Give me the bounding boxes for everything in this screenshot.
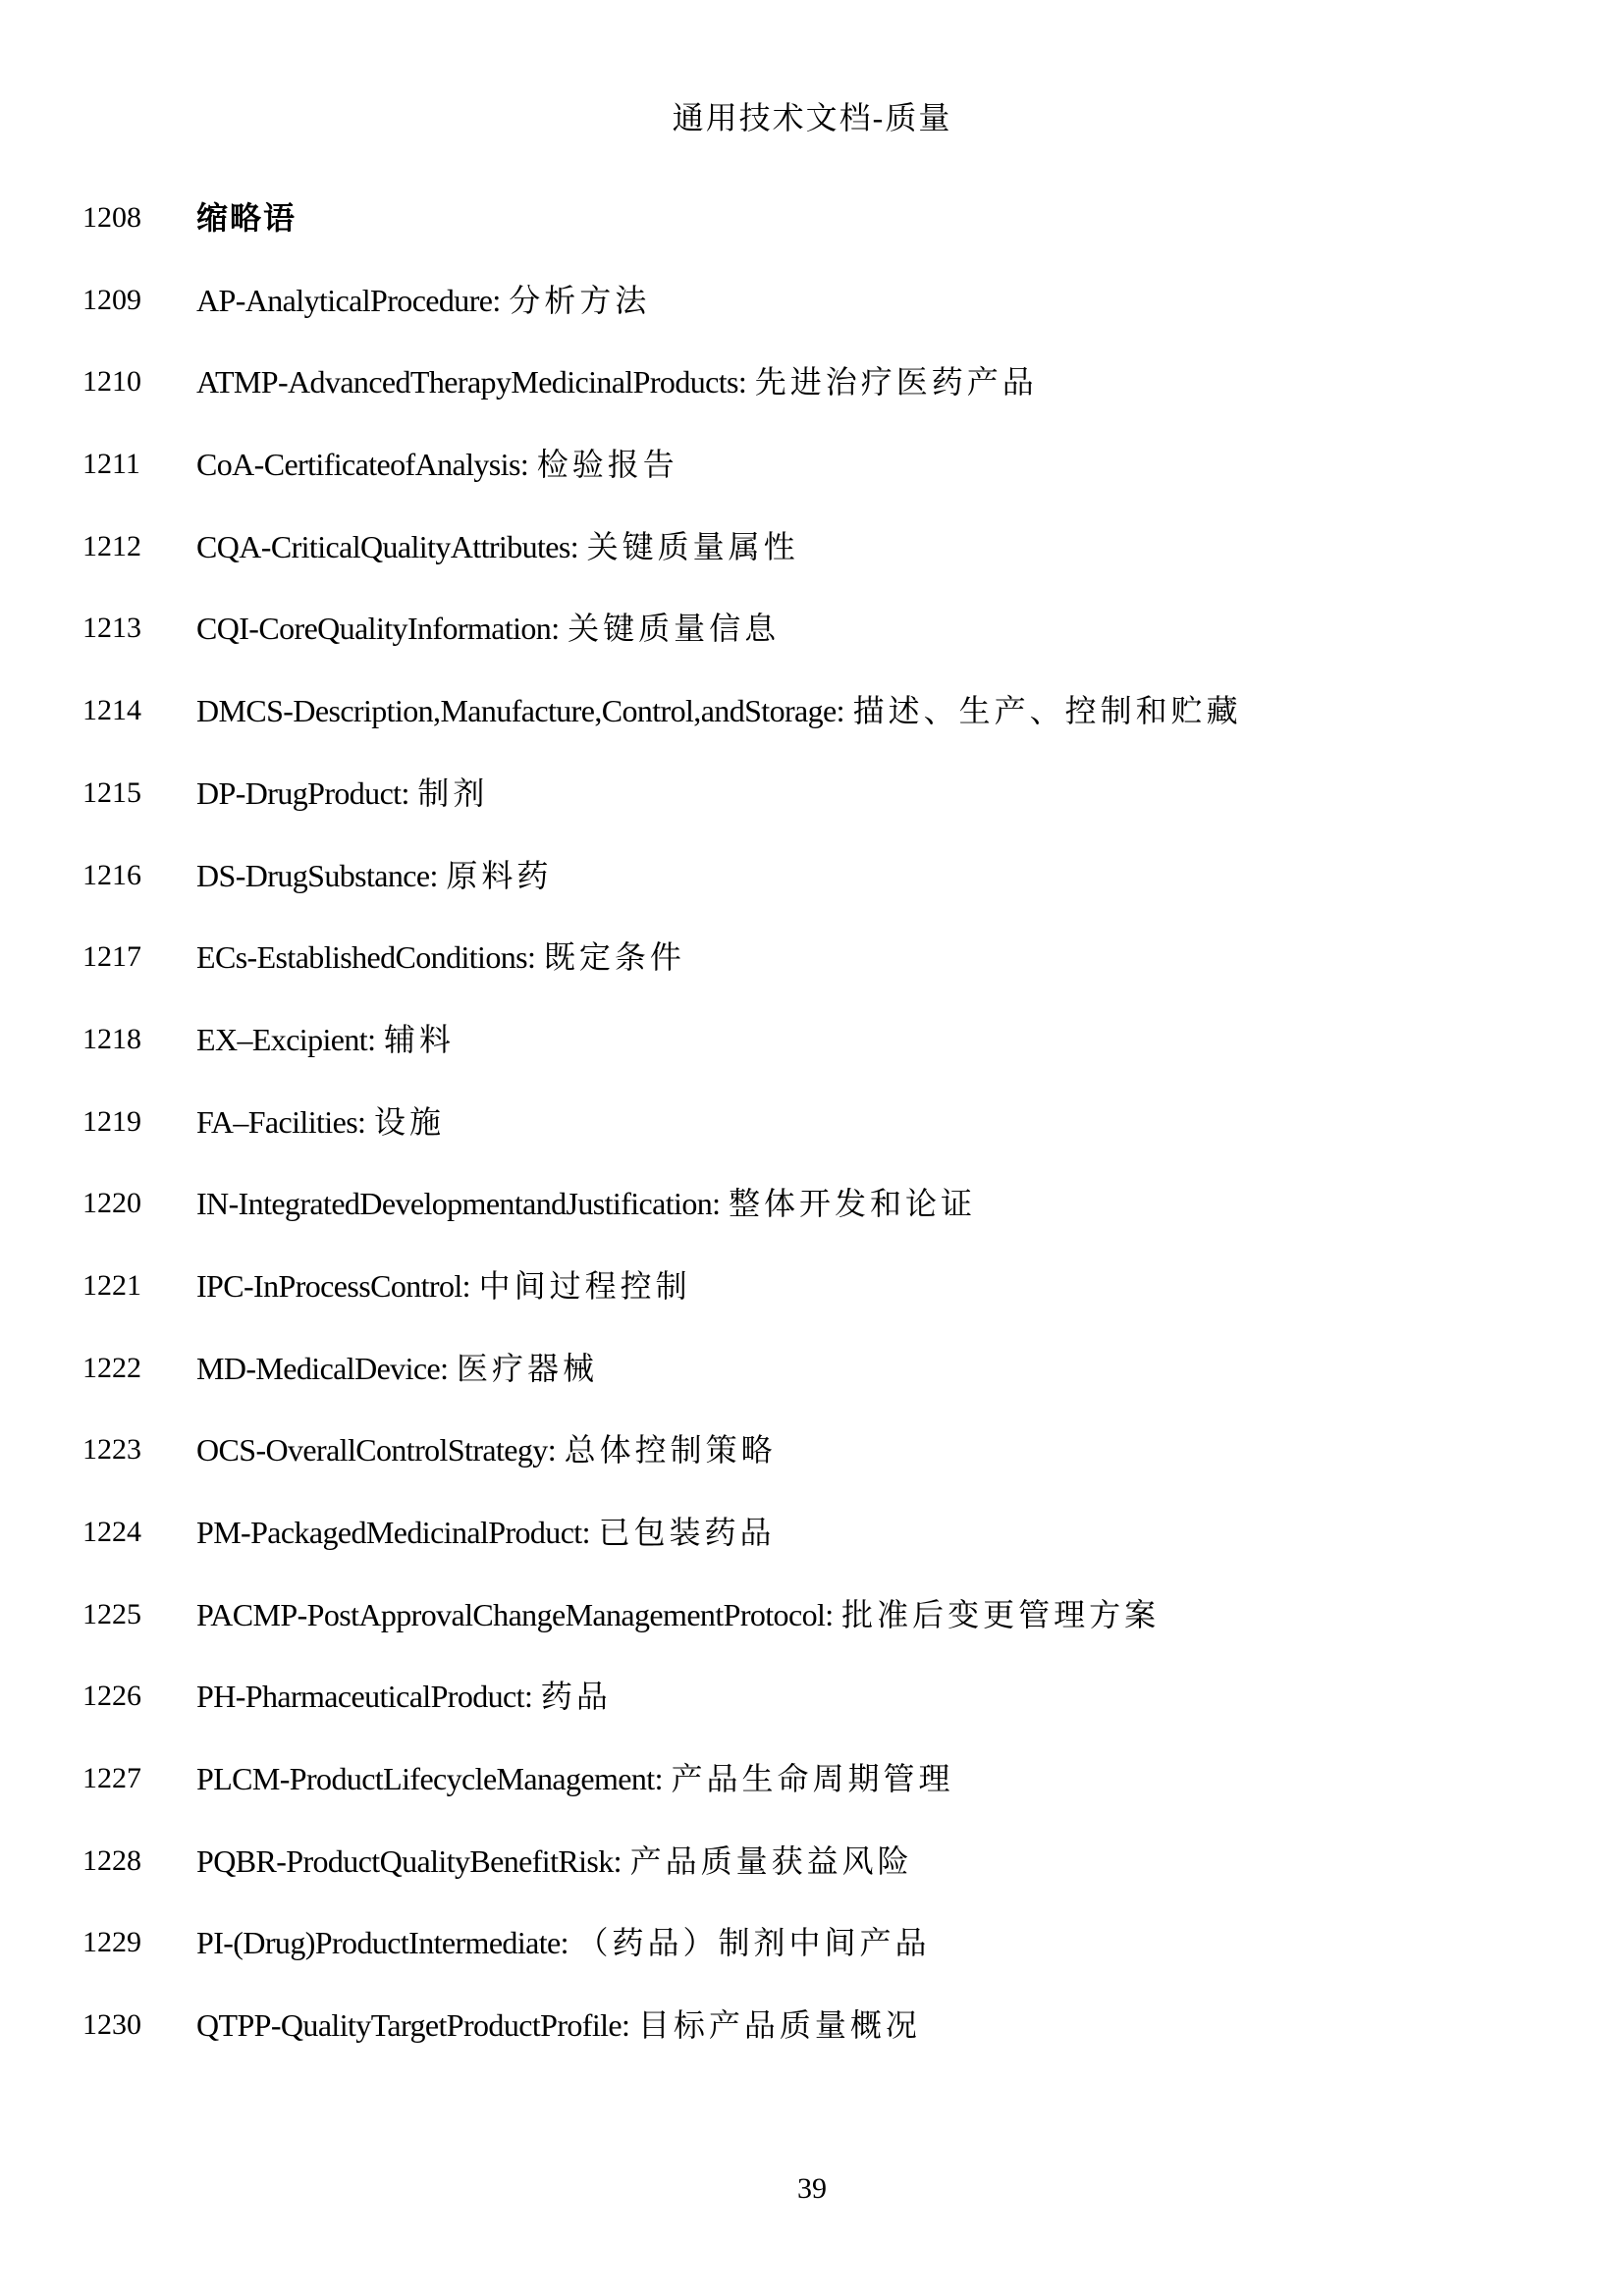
abbreviation-entry (0, 1509, 1624, 1591)
abbreviation-text (196, 1345, 598, 1392)
abbreviation-text (196, 1016, 455, 1063)
abbreviation-text (196, 1755, 954, 1802)
abbreviation-translation: 关键质量属性 (586, 528, 799, 564)
abbreviation-entry (0, 605, 1624, 687)
section-heading: 缩略语 (196, 200, 298, 236)
line-number: 1215 (82, 775, 141, 809)
abbreviation-text (196, 1509, 776, 1556)
page-header-title: 通用技术文档-质量 (672, 100, 952, 135)
line-number: 1229 (82, 1926, 141, 1959)
abbreviation-entry (0, 1838, 1624, 1920)
abbreviation-entry (0, 1262, 1624, 1345)
abbreviation-term: PACMP-PostApprovalChangeManagementProtocol (196, 1596, 826, 1632)
line-number: 1226 (82, 1680, 141, 1713)
abbreviation-translation: 检验报告 (536, 447, 678, 483)
line-number: 1221 (82, 1268, 141, 1302)
abbreviation-translation: 药品 (540, 1679, 612, 1715)
abbreviation-translation: 设施 (373, 1103, 445, 1140)
abbreviation-separator: : (547, 1432, 557, 1468)
abbreviation-translation: 辅料 (383, 1021, 455, 1057)
line-number: 1214 (82, 694, 141, 727)
abbreviation-separator: : (551, 611, 561, 647)
abbreviation-entry (0, 1345, 1624, 1427)
abbreviation-text (196, 605, 780, 652)
abbreviation-term: MD-MedicalDevice (196, 1350, 441, 1386)
abbreviation-term: PLCM-ProductLifecycleManagement (196, 1761, 655, 1797)
abbreviation-text (196, 523, 799, 570)
abbreviation-translation: 中间过程控制 (478, 1267, 691, 1304)
abbreviation-term: DMCS-Description,Manufacture,Control,andStorage (196, 693, 837, 729)
abbreviation-entry (0, 358, 1624, 441)
abbreviation-translation: 先进治疗医药产品 (754, 364, 1038, 400)
abbreviation-separator: : (461, 1267, 471, 1304)
abbreviation-separator: : (712, 1186, 722, 1222)
abbreviation-entry (0, 1591, 1624, 1674)
abbreviation-separator: : (560, 1925, 569, 1961)
abbreviation-text (196, 1180, 976, 1227)
abbreviation-translation: 医疗器械 (456, 1350, 598, 1386)
abbreviation-text (196, 1919, 931, 1966)
abbreviation-text (196, 1098, 445, 1146)
abbreviation-separator: : (825, 1596, 835, 1632)
abbreviation-translation: 制剂 (417, 774, 489, 811)
page-number: 39 (797, 2172, 827, 2205)
line-number: 1217 (82, 940, 141, 974)
line-number: 1209 (82, 283, 141, 316)
abbreviation-entry (0, 1673, 1624, 1755)
abbreviation-text (196, 770, 488, 817)
line-number: 1225 (82, 1597, 141, 1630)
abbreviation-entry (0, 1180, 1624, 1262)
abbreviation-translation: 目标产品质量概况 (637, 2007, 921, 2044)
abbreviation-translation: 整体开发和论证 (729, 1186, 977, 1222)
abbreviation-term: OCS-OverallControlStrategy (196, 1432, 548, 1468)
abbreviation-translation: 原料药 (446, 857, 553, 893)
abbreviation-entry (0, 687, 1624, 770)
abbreviation-text (196, 1673, 612, 1720)
abbreviation-list (0, 277, 1624, 2084)
abbreviation-term: PH-PharmaceuticalProduct (196, 1679, 524, 1715)
line-number: 1222 (82, 1351, 141, 1384)
abbreviation-term: QTPP-QualityTargetProductProfile (196, 2007, 623, 2044)
line-number: 1212 (82, 529, 141, 562)
abbreviation-text (196, 2002, 921, 2049)
line-number: 1213 (82, 612, 141, 645)
abbreviation-entry (0, 1426, 1624, 1509)
abbreviation-entry (0, 770, 1624, 852)
abbreviation-text (196, 687, 1242, 734)
abbreviation-term: ECs-EstablishedConditions (196, 939, 528, 976)
abbreviation-separator: : (737, 364, 747, 400)
abbreviation-separator: : (523, 1679, 533, 1715)
abbreviation-separator: : (527, 939, 536, 976)
abbreviation-term: PI-(Drug)ProductIntermediate (196, 1925, 561, 1961)
abbreviation-term: DP-DrugProduct (196, 774, 402, 811)
abbreviation-text (196, 1262, 691, 1309)
abbreviation-text (196, 441, 678, 488)
abbreviation-translation: 产品质量获益风险 (629, 1842, 913, 1879)
abbreviation-term: CoA-CertificateofAnalysis (196, 447, 520, 483)
abbreviation-separator: : (367, 1021, 376, 1057)
abbreviation-term: AP-AnalyticalProcedure (196, 282, 493, 318)
abbreviation-translation: 批准后变更管理方案 (841, 1596, 1161, 1632)
abbreviation-text (196, 934, 685, 981)
abbreviation-separator: : (519, 447, 529, 483)
abbreviation-separator: : (613, 1842, 623, 1879)
abbreviation-text (196, 1426, 777, 1473)
line-number: 1208 (82, 201, 141, 234)
line-number: 1227 (82, 1762, 141, 1795)
abbreviation-translation: 描述、生产、控制和贮藏 (852, 693, 1242, 729)
line-number: 1224 (82, 1516, 141, 1548)
document-body (0, 194, 1624, 2084)
abbreviation-entry (0, 1919, 1624, 2002)
abbreviation-translation: 分析方法 (509, 282, 651, 318)
abbreviation-separator: : (492, 282, 502, 318)
abbreviation-entry (0, 523, 1624, 606)
abbreviation-term: CQA-CriticalQualityAttributes (196, 528, 570, 564)
abbreviation-translation: 产品生命周期管理 (671, 1761, 954, 1797)
abbreviation-term: CQI-CoreQualityInformation (196, 611, 552, 647)
line-number: 1210 (82, 365, 141, 399)
abbreviation-separator: : (569, 528, 579, 564)
abbreviation-translation: 关键质量信息 (568, 611, 781, 647)
abbreviation-entry (0, 1016, 1624, 1098)
abbreviation-translation: 既定条件 (543, 939, 685, 976)
abbreviation-text (196, 277, 650, 324)
abbreviation-text (196, 852, 552, 899)
abbreviation-term: ATMP-AdvancedTherapyMedicinalProducts (196, 364, 738, 400)
abbreviation-entry (0, 934, 1624, 1016)
abbreviation-text (196, 1591, 1160, 1638)
abbreviation-term: EX–Excipient (196, 1021, 368, 1057)
abbreviation-term: IN-IntegratedDevelopmentandJustification (196, 1186, 713, 1222)
line-number: 1220 (82, 1187, 141, 1220)
abbreviation-text (196, 358, 1038, 405)
abbreviation-translation: （药品）制剂中间产品 (576, 1925, 931, 1961)
line-number: 1211 (82, 448, 140, 481)
abbreviation-term: FA–Facilities (196, 1103, 358, 1140)
abbreviation-separator: : (836, 693, 845, 729)
abbreviation-separator: : (622, 2007, 630, 2044)
abbreviation-entry (0, 441, 1624, 523)
abbreviation-separator: : (581, 1515, 591, 1550)
line-number: 1223 (82, 1433, 141, 1467)
line-number: 1218 (82, 1022, 141, 1055)
abbreviation-separator: : (357, 1103, 366, 1140)
abbreviation-separator: : (440, 1350, 449, 1386)
abbreviation-text (196, 1838, 913, 1885)
line-number: 1228 (82, 1843, 141, 1877)
abbreviation-translation: 总体控制策略 (564, 1432, 777, 1468)
abbreviation-separator: : (654, 1761, 664, 1797)
abbreviation-term: PM-PackagedMedicinalProduct (196, 1515, 582, 1550)
abbreviation-entry (0, 852, 1624, 934)
abbreviation-term: DS-DrugSubstance (196, 857, 430, 893)
line-number: 1219 (82, 1104, 141, 1138)
abbreviation-separator: : (429, 857, 439, 893)
abbreviation-term: IPC-InProcessControl (196, 1267, 462, 1304)
abbreviation-entry (0, 1098, 1624, 1181)
abbreviation-entry (0, 277, 1624, 359)
abbreviation-translation: 已包装药品 (598, 1515, 776, 1550)
section-heading-line (0, 194, 1624, 277)
abbreviation-term: PQBR-ProductQualityBenefitRisk (196, 1842, 614, 1879)
abbreviation-separator: : (401, 774, 410, 811)
abbreviation-entry (0, 2002, 1624, 2084)
abbreviation-entry (0, 1755, 1624, 1838)
line-number: 1216 (82, 858, 141, 891)
line-number: 1230 (82, 2008, 141, 2042)
